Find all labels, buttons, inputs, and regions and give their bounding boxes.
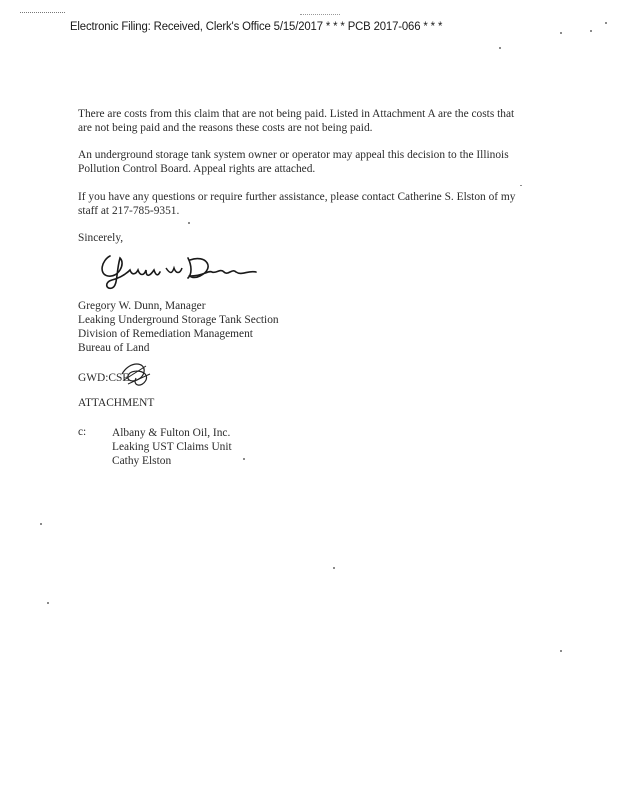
text-line: staff at 217-785-9351.	[78, 205, 180, 217]
typist-initials: GWD:CSE	[78, 372, 130, 384]
signature-block	[78, 299, 279, 355]
scan-artifact-line	[20, 12, 65, 13]
paragraph-contact	[78, 190, 548, 218]
cc-label: c:	[78, 426, 87, 438]
signature-image	[96, 246, 266, 292]
signer-bureau: Bureau of Land	[78, 342, 150, 354]
text-line: Pollution Control Board. Appeal rights are attached.	[78, 163, 316, 175]
filing-stamp: Electronic Filing: Received, Clerk's Office 5/15/2017 * * * PCB 2017-066 * * *	[70, 19, 443, 33]
cc-list	[112, 426, 232, 468]
scan-speck	[560, 32, 562, 34]
paragraph-appeal	[78, 148, 548, 176]
attachment-label: ATTACHMENT	[78, 397, 155, 409]
scan-artifact-line	[300, 14, 340, 15]
scan-speck	[188, 222, 190, 224]
cc-recipient: Leaking UST Claims Unit	[112, 441, 232, 453]
text-line: An underground storage tank system owner or operator may appeal this decision to the Illinois	[78, 149, 509, 161]
scan-speck	[560, 650, 562, 652]
scan-speck	[333, 567, 335, 569]
closing: Sincerely,	[78, 232, 124, 244]
text-line: If you have any questions or require further assistance, please contact Catherine S. Elston of my	[78, 191, 516, 203]
scan-speck	[590, 30, 592, 32]
scan-speck	[243, 458, 245, 460]
text-line: There are costs from this claim that are not being paid. Listed in Attachment A are the costs that	[78, 108, 515, 120]
signer-section: Leaking Underground Storage Tank Section	[78, 314, 279, 326]
scan-speck	[499, 47, 501, 49]
paragraph-costs	[78, 107, 548, 135]
text-line: are not being paid and the reasons these costs are not being paid.	[78, 122, 373, 134]
signer-name: Gregory W. Dunn, Manager	[78, 300, 206, 312]
signer-division: Division of Remediation Management	[78, 328, 253, 340]
scan-speck	[47, 602, 49, 604]
scan-speck	[520, 185, 522, 186]
cc-recipient: Cathy Elston	[112, 455, 172, 467]
scan-speck	[40, 523, 42, 525]
cc-recipient: Albany & Fulton Oil, Inc.	[112, 427, 231, 439]
initials-scribble	[116, 356, 154, 390]
scan-speck	[605, 22, 607, 24]
